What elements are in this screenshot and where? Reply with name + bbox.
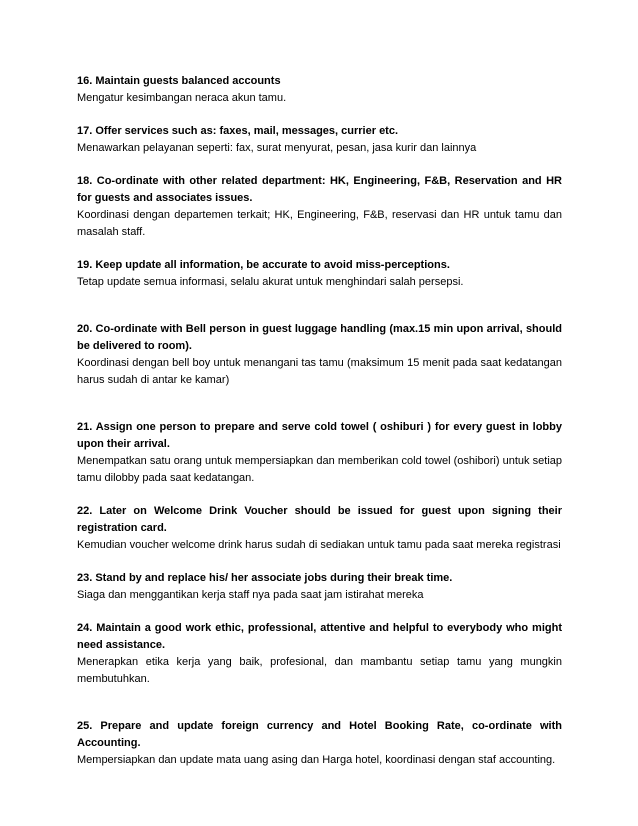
item-translation: Koordinasi dengan departemen terkait; HK, Engineering, F&B, reservasi dan HR untuk tamu dan masalah staff. — [77, 209, 562, 238]
item-translation: Koordinasi dengan bell boy untuk menangani tas tamu (maksimum 15 menit pada saat kedatangan harus sudah di antar ke kamar) — [77, 357, 562, 386]
item-translation: Menerapkan etika kerja yang baik, profesional, dan mambantu setiap tamu yang mungkin membutuhkan. — [77, 656, 562, 685]
list-item-23 — [77, 570, 562, 604]
item-heading: 24. Maintain a good work ethic, professional, attentive and helpful to everybody who might need assistance. — [77, 622, 562, 651]
item-heading: 23. Stand by and replace his/ her associate jobs during their break time. — [77, 572, 453, 584]
item-translation: Siaga dan menggantikan kerja staff nya pada saat jam istirahat mereka — [77, 589, 424, 601]
list-item-25 — [77, 718, 562, 769]
list-item-19 — [77, 257, 562, 291]
item-heading: 21. Assign one person to prepare and serve cold towel ( oshiburi ) for every guest in lobby upon their arrival. — [77, 421, 562, 450]
item-heading: 17. Offer services such as: faxes, mail, messages, currier etc. — [77, 125, 399, 137]
item-heading: 25. Prepare and update foreign currency and Hotel Booking Rate, co-ordinate with Accounting. — [77, 720, 562, 749]
list-item-16 — [77, 73, 562, 107]
list-item-18 — [77, 173, 562, 241]
list-item-21 — [77, 419, 562, 487]
list-item-20 — [77, 321, 562, 389]
item-translation: Menempatkan satu orang untuk mempersiapkan dan memberikan cold towel (oshibori) untuk setiap tamu dilobby pada saat kedatangan. — [77, 455, 562, 484]
list-item-17 — [77, 123, 562, 157]
list-item-22 — [77, 503, 562, 554]
item-heading: 20. Co-ordinate with Bell person in guest luggage handling (max.15 min upon arrival, should be delivered to room). — [77, 323, 562, 352]
item-translation: Tetap update semua informasi, selalu akurat untuk menghindari salah persepsi. — [77, 276, 464, 288]
item-heading: 19. Keep update all information, be accurate to avoid miss-perceptions. — [77, 259, 450, 271]
item-heading: 22. Later on Welcome Drink Voucher should be issued for guest upon signing their registration card. — [77, 505, 562, 534]
item-heading: 18. Co-ordinate with other related department: HK, Engineering, F&B, Reservation and HR for guests and associates issues. — [77, 175, 562, 204]
item-translation: Menawarkan pelayanan seperti: fax, surat menyurat, pesan, jasa kurir dan lainnya — [77, 142, 477, 154]
item-translation: Mengatur kesimbangan neraca akun tamu. — [77, 92, 287, 104]
item-heading: 16. Maintain guests balanced accounts — [77, 75, 281, 87]
list-item-24 — [77, 620, 562, 688]
item-translation: Mempersiapkan dan update mata uang asing dan Harga hotel, koordinasi dengan staf accounting. — [77, 754, 556, 766]
item-translation: Kemudian voucher welcome drink harus sudah di sediakan untuk tamu pada saat mereka registrasi — [77, 539, 561, 551]
